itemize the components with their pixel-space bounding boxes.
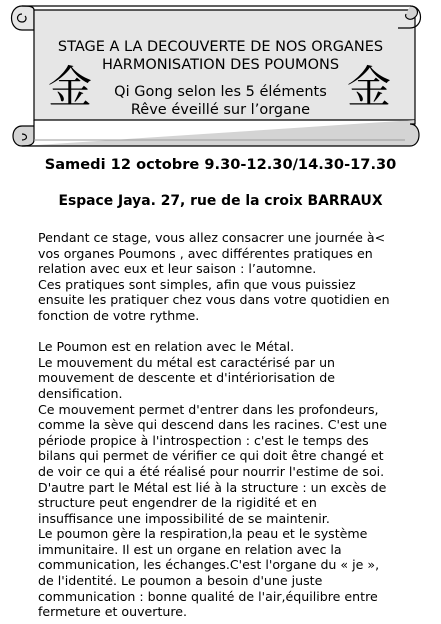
paragraph-gap <box>38 324 438 340</box>
scroll-banner <box>0 0 441 150</box>
banner-title-line2: HARMONISATION DES POUMONS <box>101 57 340 73</box>
body-text <box>38 230 438 620</box>
kanji-metal-right: 金 <box>347 62 391 113</box>
intro-paragraph: Pendant ce stage, vous allez consacrer une journée à< vos organes Poumons , avec différentes pratiques en relation avec eux et leur saison : l’automne. Ces pratiques sont simples, afin que vous puissiez ensuite les pratiquer chez vous dans votre quotidien en fonction de votre rythme. <box>38 230 390 323</box>
event-date: Samedi 12 octobre 9.30-12.30/14.30-17.30 <box>44 156 397 173</box>
banner-subtitle-line2: Rêve éveillé sur l’organe <box>130 102 311 118</box>
banner-subtitle-line1: Qi Gong selon les 5 éléments <box>114 84 327 100</box>
event-place: Espace Jaya. 27, rue de la croix BARRAUX <box>58 193 383 209</box>
kanji-metal-left: 金 <box>48 62 92 113</box>
metal-paragraph: Le Poumon est en relation avec le Métal. Le mouvement du métal est caractérisé par un mouvement de descente et d'intériorisation de densification. Ce mouvement permet d'entrer dans les profondeurs, comme la sève qui descend dans les racines. C'est une période propice à l'introspection : c'est le temps des bilans qui permet de vérifier ce qui doit être changé et de voir ce qui a été réalisé pour nourrir l'estime de soi. D'autre part le Métal est lié à la structure : un excès de structure peut engendrer de la rigidité et en insuffisance une impossibilité de se maintenir. Le poumon gère la respiration,la peau et le système immunitaire. Il est un organe en relation avec la communication, les échanges.C'est l'organe du « je », de l'identité. Le poumon a besoin d'une juste communication : bonne qualité de l'air,équilibre entre fermeture et ouverture. <box>38 339 387 620</box>
banner-title-line1: STAGE A LA DECOUVERTE DE NOS ORGANES <box>57 39 384 55</box>
